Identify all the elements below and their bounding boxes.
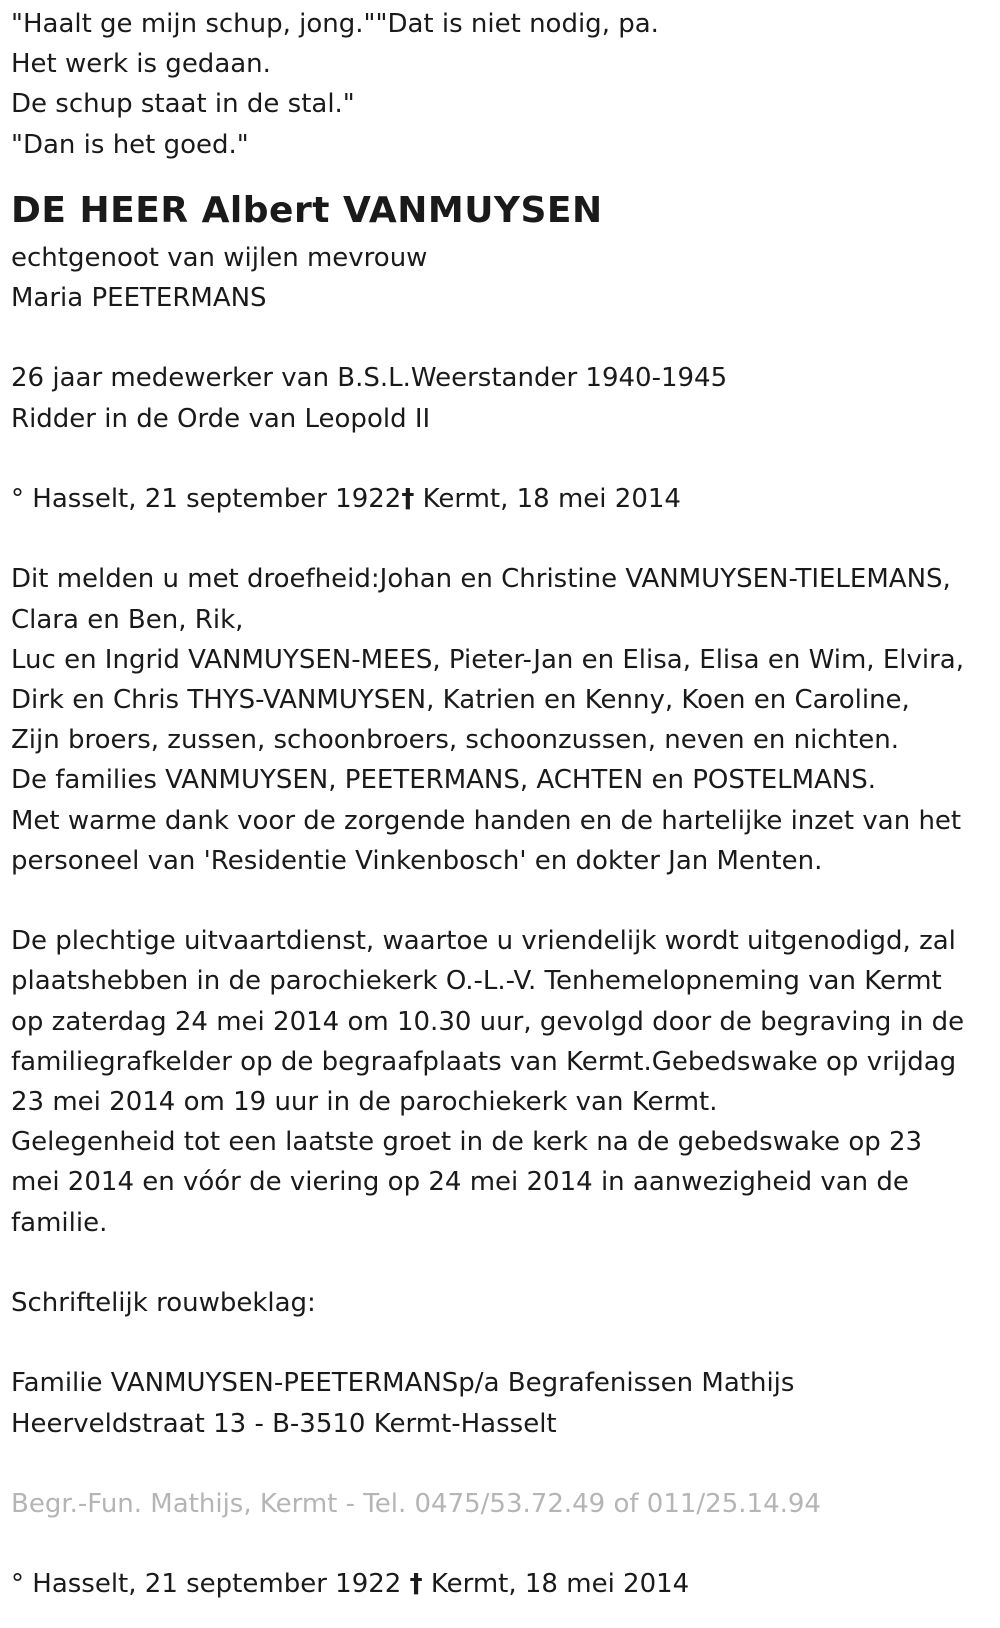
- family-line: Luc en Ingrid VANMUYSEN-MEES, Pieter-Jan en Elisa, Elisa en Wim, Elvira,: [11, 644, 964, 675]
- ceremony-line: Gelegenheid tot een laatste groet in de kerk na de gebedswake op 23: [11, 1127, 923, 1158]
- cross-icon: †: [409, 1569, 423, 1600]
- spacer: [11, 318, 1000, 358]
- honor-line: Ridder in de Orde van Leopold II: [11, 403, 431, 434]
- family-line: Met warme dank voor de zorgende handen en de hartelijke inzet van het: [11, 805, 962, 836]
- spacer: [11, 1524, 1000, 1564]
- ceremony-block: [11, 921, 1000, 1243]
- spouse-name: Maria PEETERMANS: [11, 283, 267, 314]
- cross-icon: †: [401, 484, 415, 514]
- footer-life-dates: [11, 1564, 1000, 1604]
- ceremony-line: De plechtige uitvaartdienst, waartoe u vriendelijk wordt uitgenodigd, zal: [11, 926, 956, 957]
- family-block: [11, 559, 1000, 881]
- family-line: Zijn broers, zussen, schoonbroers, schoonzussen, neven en nichten.: [11, 725, 899, 756]
- spacer: [11, 1243, 1000, 1283]
- quote-line: Het werk is gedaan.: [11, 49, 271, 80]
- footer-death-date: Kermt, 18 mei 2014: [422, 1569, 690, 1600]
- ceremony-line: plaatshebben in de parochiekerk O.-L.-V. Tenhemelopneming van Kermt: [11, 966, 942, 997]
- death-date: Kermt, 18 mei 2014: [414, 484, 681, 514]
- family-line: Dirk en Chris THYS-VANMUYSEN, Katrien en Kenny, Koen en Caroline,: [11, 685, 910, 715]
- ceremony-line: 23 mei 2014 om 19 uur in de parochiekerk van Kermt.: [11, 1087, 718, 1118]
- family-line: Dit melden u met droefheid:Johan en Christine VANMUYSEN-TIELEMANS,: [11, 564, 951, 595]
- quote-block: [11, 4, 1000, 165]
- life-dates: [11, 479, 1000, 519]
- spouse-line: echtgenoot van wijlen mevrouw: [11, 242, 428, 273]
- birth-date: ° Hasselt, 21 september 1922: [11, 484, 402, 514]
- family-line: Clara en Ben, Rik,: [11, 604, 244, 635]
- quote-line: De schup staat in de stal.": [11, 89, 355, 120]
- quote-line: "Haalt ge mijn schup, jong.""Dat is niet nodig, pa.: [11, 9, 659, 39]
- funeral-home-contact: Begr.-Fun. Mathijs, Kermt - Tel. 0475/53.72.49 of 011/25.14.94: [11, 1489, 821, 1519]
- quote-line: "Dan is het goed.": [11, 129, 249, 160]
- condolence-address: Familie VANMUYSEN-PEETERMANSp/a Begrafenissen Mathijs: [11, 1368, 795, 1399]
- condolence-address: Heerveldstraat 13 - B-3510 Kermt-Hasselt: [11, 1408, 557, 1439]
- ceremony-line: familie.: [11, 1207, 108, 1238]
- family-line: De families VANMUYSEN, PEETERMANS, ACHTEN en POSTELMANS.: [11, 765, 877, 796]
- spacer: [11, 1323, 1000, 1363]
- footer-birth-date: ° Hasselt, 21 september 1922: [11, 1569, 410, 1600]
- spacer: [11, 881, 1000, 921]
- spacer: [11, 519, 1000, 559]
- deceased-name: DE HEER Albert VANMUYSEN: [11, 189, 603, 231]
- ceremony-line: op zaterdag 24 mei 2014 om 10.30 uur, gevolgd door de begraving in de: [11, 1006, 965, 1037]
- ceremony-line: mei 2014 en vóór de viering op 24 mei 2014 in aanwezigheid van de: [11, 1167, 909, 1198]
- ceremony-line: familiegrafkelder op de begraafplaats van Kermt.Gebedswake op vrijdag: [11, 1046, 957, 1077]
- family-line: personeel van 'Residentie Vinkenbosch' en dokter Jan Menten.: [11, 845, 823, 876]
- condolence-label: Schriftelijk rouwbeklag:: [11, 1288, 316, 1319]
- spacer: [11, 1444, 1000, 1484]
- spacer: [11, 439, 1000, 479]
- honor-line: 26 jaar medewerker van B.S.L.Weerstander 1940-1945: [11, 363, 728, 394]
